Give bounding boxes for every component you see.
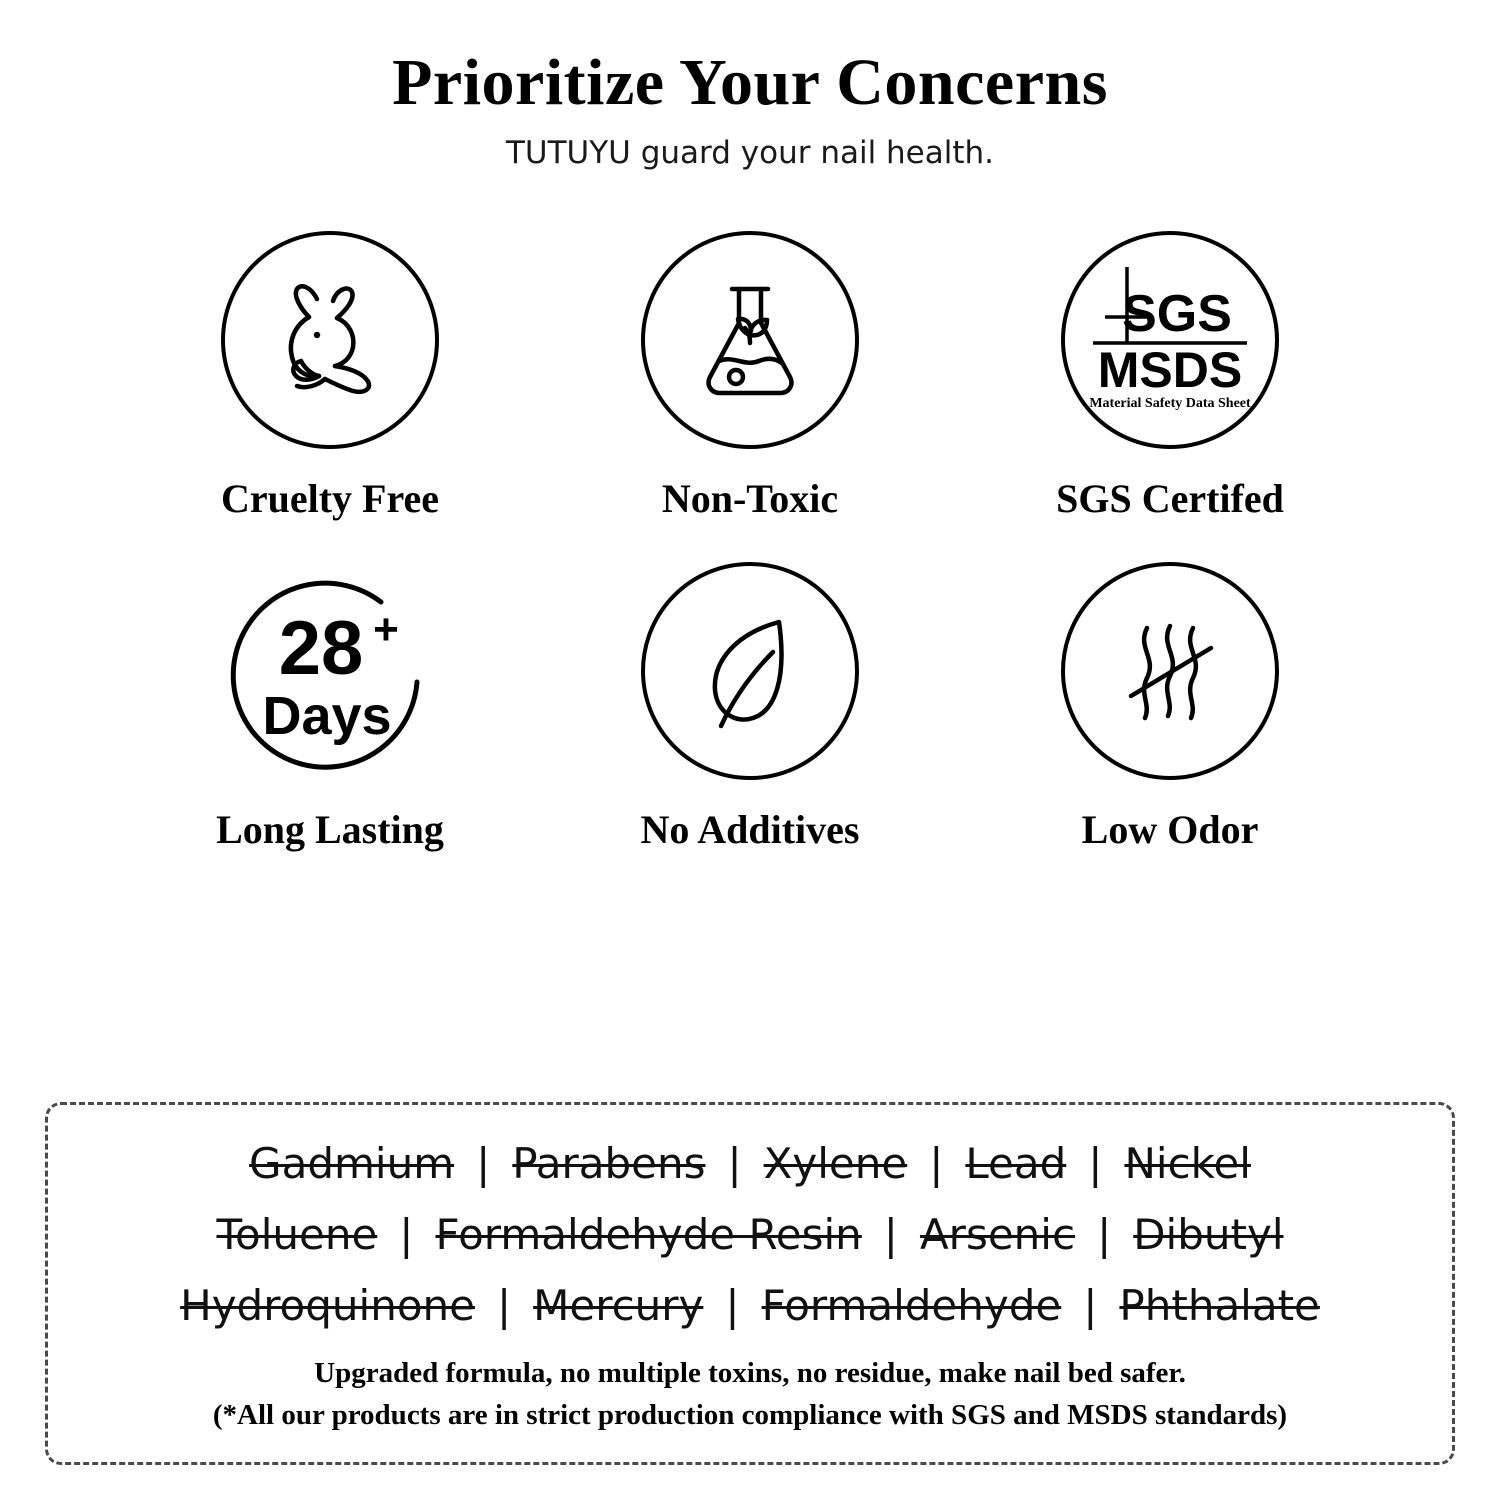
separator: | [883,1209,898,1259]
separator: | [476,1138,491,1188]
days-word-text: Days [262,686,392,747]
separator: | [496,1280,512,1330]
chemical-item: Hydroquinone [180,1280,475,1330]
page-title: Prioritize Your Concerns [392,46,1108,119]
chemical-row [78,1139,1422,1188]
chemical-item: Formaldehyde Resin [435,1209,862,1259]
chemical-item: Toluene [216,1209,378,1259]
sgs-caption-text: Material Safety Data Sheet [1089,396,1251,412]
separator: | [1088,1138,1103,1188]
leaf-icon [641,562,859,780]
feature-long-lasting [120,562,540,853]
header [0,0,1500,171]
chemical-item: Formaldehyde [761,1280,1062,1330]
page-subtitle: TUTUYU guard your nail health. [505,135,995,172]
feature-no-additives [540,562,960,853]
days-number-text: 28 [278,606,364,692]
compliance-notes [78,1352,1422,1436]
separator: | [1083,1280,1098,1330]
feature-grid [0,231,1500,853]
sgs-msds-icon [1061,231,1279,449]
feature-sgs-certified [960,231,1380,522]
chemical-item: Arsenic [919,1209,1076,1259]
chemical-item: Dibutyl [1133,1209,1284,1259]
chemical-item: Mercury [533,1280,704,1330]
feature-label: No Additives [640,807,860,853]
separator: | [399,1209,414,1259]
feature-label: Non-Toxic [661,476,839,522]
chemical-item: Lead [965,1138,1067,1188]
feature-non-toxic [540,231,960,522]
separator: | [725,1280,740,1330]
sgs-bottom-text: MSDS [1097,342,1243,399]
chemical-list [78,1139,1422,1330]
28-days-icon [221,562,439,780]
chemical-item: Phthalate [1119,1280,1320,1330]
feature-low-odor [960,562,1380,853]
rabbit-icon [221,231,439,449]
separator: | [929,1138,944,1188]
separator: | [1097,1209,1112,1259]
feature-cruelty-free [120,231,540,522]
chemical-row [78,1281,1422,1330]
feature-label: Cruelty Free [220,476,440,522]
days-plus-text: + [373,605,399,655]
note-line-2: (*All our products are in strict production compliance with SGS and MSDS standards) [212,1398,1288,1431]
note-line-1: Upgraded formula, no multiple toxins, no residue, make nail bed safer. [314,1356,1186,1389]
chemical-row [78,1210,1422,1259]
chemical-item: Xylene [763,1138,908,1188]
flask-leaf-icon [641,231,859,449]
separator: | [727,1138,742,1188]
feature-label: SGS Certifed [1056,476,1284,522]
feature-label: Low Odor [1081,807,1259,853]
chemical-item: Nickel [1124,1138,1251,1188]
chemical-item: Parabens [512,1138,706,1188]
sgs-top-text: SGS [1122,285,1232,344]
free-from-box [45,1102,1455,1465]
feature-label: Long Lasting [216,807,444,853]
no-odor-waves-icon [1061,562,1279,780]
chemical-item: Gadmium [249,1138,455,1188]
